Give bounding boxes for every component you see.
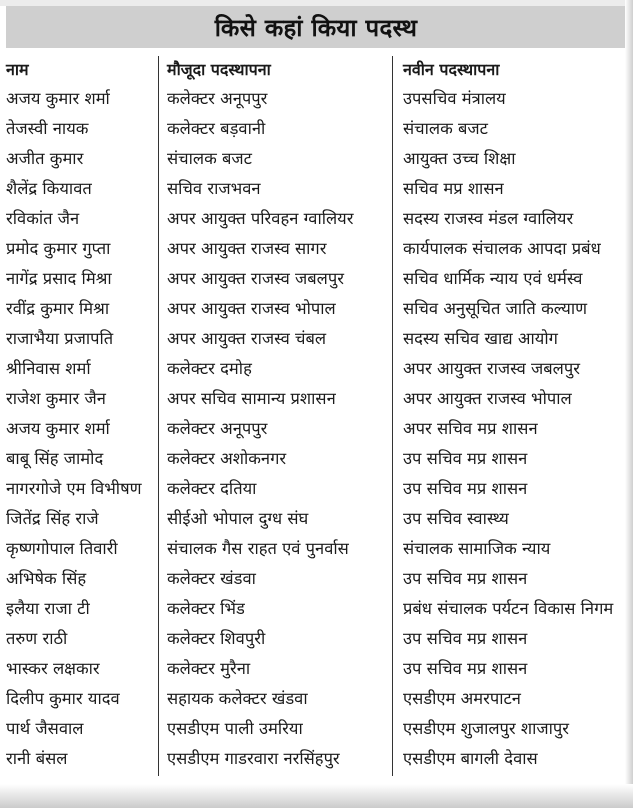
table-cell-name: दिलीप कुमार यादव [6, 689, 120, 708]
table-cell-new: अपर सचिव मप्र शासन [403, 419, 538, 438]
table-cell-new: सदस्य सचिव खाद्य आयोग [403, 329, 558, 348]
table-cell-new: उप सचिव मप्र शासन [403, 569, 528, 588]
table-cell-new: उप सचिव मप्र शासन [403, 659, 528, 678]
table-cell-new: सचिव मप्र शासन [403, 179, 504, 198]
table-cell-current: सचिव राजभवन [167, 179, 261, 198]
table-cell-name: पार्थ जैसवाल [6, 719, 84, 738]
table-cell-current: अपर आयुक्त राजस्व भोपाल [167, 299, 336, 318]
table-cell-new: आयुक्त उच्च शिक्षा [403, 149, 516, 168]
table-cell-current: कलेक्टर मुरैना [167, 659, 251, 678]
table-cell-new: उप सचिव मप्र शासन [403, 629, 528, 648]
table-cell-new: सचिव धार्मिक न्याय एवं धर्मस्व [403, 269, 583, 288]
table-cell-name: प्रमोद कुमार गुप्ता [6, 239, 111, 258]
table-cell-name: नागरगोजे एम विभीषण [6, 479, 142, 498]
table-cell-new: उपसचिव मंत्रालय [403, 89, 506, 108]
table-cell-current: एसडीएम गाडरवारा नरसिंहपुर [167, 749, 340, 768]
table-cell-name: इलैया राजा टी [6, 599, 90, 618]
table-cell-current: कलेक्टर दतिया [167, 479, 257, 498]
table-cell-current: अपर आयुक्त राजस्व जबलपुर [167, 269, 344, 288]
table-cell-current: अपर आयुक्त राजस्व सागर [167, 239, 327, 258]
table-cell-name: तरुण राठी [6, 629, 68, 648]
table-cell-current: अपर आयुक्त परिवहन ग्वालियर [167, 209, 354, 228]
postings-table [6, 56, 626, 776]
table-cell-current: संचालक बजट [167, 149, 252, 168]
table-cell-name: नागेंद्र प्रसाद मिश्रा [6, 269, 112, 288]
page-edge-right [625, 0, 633, 808]
table-cell-name: राजेश कुमार जैन [6, 389, 106, 408]
table-cell-new: अपर आयुक्त राजस्व भोपाल [403, 389, 572, 408]
table-cell-current: अपर आयुक्त राजस्व चंबल [167, 329, 327, 348]
table-cell-name: बाबू सिंह जामोद [6, 449, 104, 468]
table-cell-name: शैलेंद्र कियावत [6, 179, 92, 198]
page-title: किसे कहां किया पदस्थ [214, 13, 418, 42]
table-cell-new: उप सचिव मप्र शासन [403, 479, 528, 498]
table-cell-current: कलेक्टर दमोह [167, 359, 252, 378]
table-cell-name: तेजस्वी नायक [6, 119, 89, 138]
table-cell-new: सदस्य राजस्व मंडल ग्वालियर [403, 209, 574, 228]
table-cell-new: प्रबंध संचालक पर्यटन विकास निगम [403, 599, 614, 618]
column-header-new-posting: नवीन पदस्थापना [403, 60, 500, 79]
name-column [6, 56, 156, 776]
table-cell-new: एसडीएम अमरपाटन [403, 689, 521, 708]
table-cell-name: जितेंद्र सिंह राजे [6, 509, 99, 528]
table-cell-new: सचिव अनुसूचित जाति कल्याण [403, 299, 588, 318]
table-cell-name: अभिषेक सिंह [6, 569, 87, 588]
table-cell-new: अपर आयुक्त राजस्व जबलपुर [403, 359, 580, 378]
table-cell-current: कलेक्टर अशोकनगर [167, 449, 287, 468]
table-cell-current: कलेक्टर अनूपपुर [167, 89, 268, 108]
table-cell-current: कलेक्टर भिंड [167, 599, 245, 618]
current-posting-column [158, 56, 392, 776]
table-cell-current: कलेक्टर खंडवा [167, 569, 256, 588]
table-cell-name: अजीत कुमार [6, 149, 84, 168]
column-header-name: नाम [6, 60, 29, 79]
table-cell-new: संचालक सामाजिक न्याय [403, 539, 551, 558]
table-cell-name: रविकांत जैन [6, 209, 80, 228]
table-cell-name: रानी बंसल [6, 749, 68, 768]
table-cell-new: उप सचिव मप्र शासन [403, 449, 528, 468]
name-cells [6, 84, 156, 774]
table-cell-name: श्रीनिवास शर्मा [6, 359, 91, 378]
table-cell-new: उप सचिव स्वास्थ्य [403, 509, 509, 528]
table-cell-name: अजय कुमार शर्मा [6, 89, 110, 108]
table-cell-new: कार्यपालक संचालक आपदा प्रबंध [403, 239, 601, 258]
table-cell-current: कलेक्टर शिवपुरी [167, 629, 266, 648]
current-posting-cells [167, 84, 392, 774]
table-cell-current: सीईओ भोपाल दुग्ध संघ [167, 509, 309, 528]
table-cell-name: अजय कुमार शर्मा [6, 419, 110, 438]
table-cell-name: भास्कर लक्षकार [6, 659, 100, 678]
table-cell-name: राजाभैया प्रजापति [6, 329, 114, 348]
table-cell-new: एसडीएम शुजालपुर शाजापुर [403, 719, 570, 738]
page-edge-bottom [0, 784, 633, 808]
table-cell-current: सहायक कलेक्टर खंडवा [167, 689, 308, 708]
new-posting-cells [403, 84, 626, 774]
new-posting-column [392, 56, 626, 776]
table-cell-current: एसडीएम पाली उमरिया [167, 719, 303, 738]
table-cell-new: एसडीएम बागली देवास [403, 749, 538, 768]
table-cell-current: कलेक्टर बड़वानी [167, 119, 266, 138]
column-header-current-posting: मौजूदा पदस्थापना [167, 60, 271, 79]
table-cell-current: कलेक्टर अनूपपुर [167, 419, 268, 438]
table-cell-name: रवींद्र कुमार मिश्रा [6, 299, 110, 318]
table-cell-new: संचालक बजट [403, 119, 488, 138]
table-cell-current: अपर सचिव सामान्य प्रशासन [167, 389, 336, 408]
title-bar [6, 6, 626, 48]
table-cell-name: कृष्णगोपाल तिवारी [6, 539, 118, 558]
table-cell-current: संचालक गैस राहत एवं पुनर्वास [167, 539, 349, 558]
